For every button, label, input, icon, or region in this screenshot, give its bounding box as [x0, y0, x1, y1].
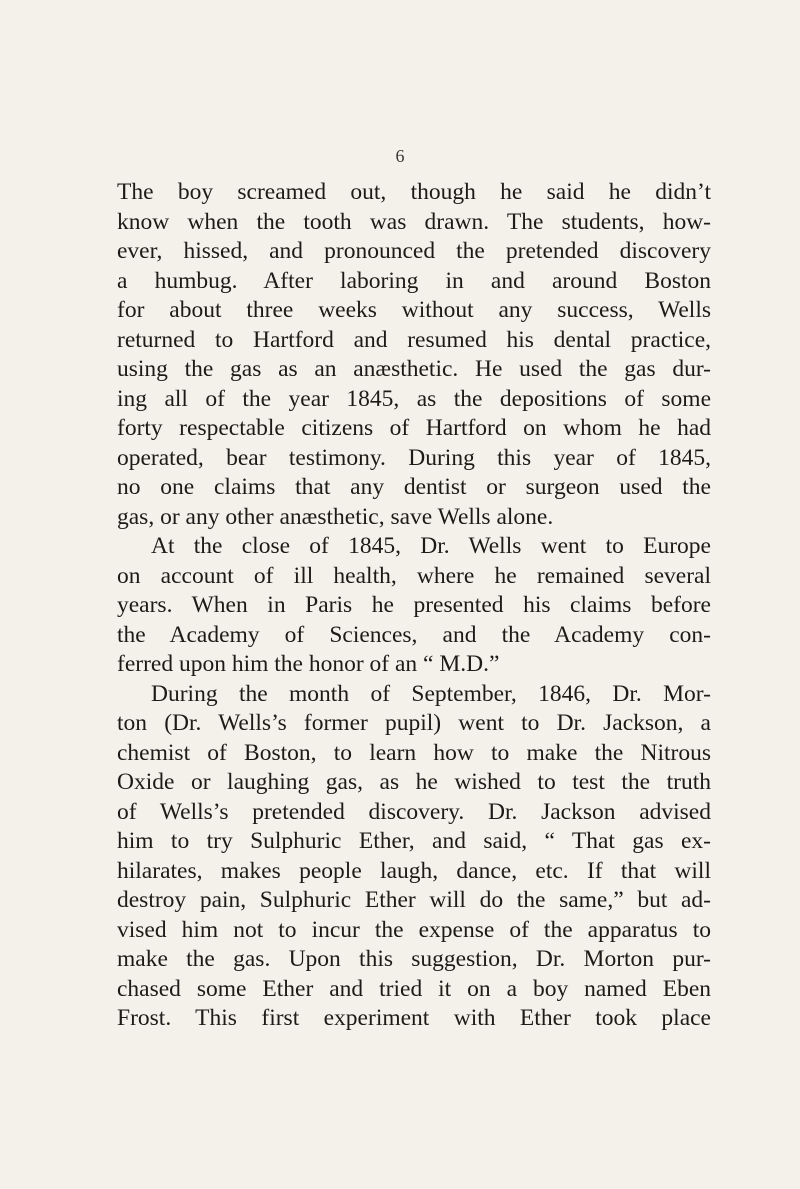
text-line: years. When in Paris he presented his claims before: [117, 592, 711, 618]
text-line: for about three weeks without any success, Wells: [117, 297, 711, 323]
text-line: make the gas. Upon this suggestion, Dr. Morton pur-: [117, 946, 711, 972]
text-line: forty respectable citizens of Hartford on whom he had: [117, 415, 711, 441]
text-line: During the month of September, 1846, Dr. Mor-: [151, 680, 711, 707]
text-line: on account of ill health, where he remained several: [117, 562, 711, 589]
text-line: no one claims that any dentist or surgeon used the: [117, 474, 711, 500]
text-line: the Academy of Sciences, and the Academy con-: [117, 621, 711, 648]
text-line: returned to Hartford and resumed his dental practice,: [117, 326, 711, 353]
body-text: [117, 178, 711, 1034]
text-line: ing all of the year 1845, as the depositions of some: [117, 385, 711, 412]
text-line: ever, hissed, and pronounced the pretended discovery: [117, 238, 711, 264]
text-line: a humbug. After laboring in and around Boston: [117, 267, 711, 294]
text-line: hilarates, makes people laugh, dance, etc. If that will: [117, 857, 711, 884]
text-line: him to try Sulphuric Ether, and said, “ That gas ex-: [117, 828, 711, 854]
text-line: Frost. This first experiment with Ether took place: [117, 1005, 711, 1031]
text-line: using the gas as an anæsthetic. He used the gas dur-: [117, 356, 711, 382]
text-line: ferred upon him the honor of an “ M.D.”: [117, 651, 500, 677]
text-line: Oxide or laughing gas, as he wished to test the truth: [117, 769, 711, 795]
text-line: The boy screamed out, though he said he didn’t: [117, 179, 711, 205]
text-line: operated, bear testimony. During this year of 1845,: [117, 444, 711, 471]
text-line: destroy pain, Sulphuric Ether will do the same,” but ad-: [117, 887, 711, 913]
text-line: At the close of 1845, Dr. Wells went to Europe: [151, 533, 711, 559]
text-line: vised him not to incur the expense of the apparatus to: [117, 916, 711, 943]
text-line: ton (Dr. Wells’s former pupil) went to Dr. Jackson, a: [117, 710, 711, 736]
text-line: gas, or any other anæsthetic, save Wells alone.: [117, 503, 554, 530]
text-line: chased some Ether and tried it on a boy named Eben: [117, 975, 711, 1002]
text-line: chemist of Boston, to learn how to make the Nitrous: [117, 739, 711, 766]
text-line: of Wells’s pretended discovery. Dr. Jackson advised: [117, 798, 711, 825]
page-number: 6: [395, 146, 405, 166]
text-line: know when the tooth was drawn. The students, how-: [117, 208, 711, 235]
